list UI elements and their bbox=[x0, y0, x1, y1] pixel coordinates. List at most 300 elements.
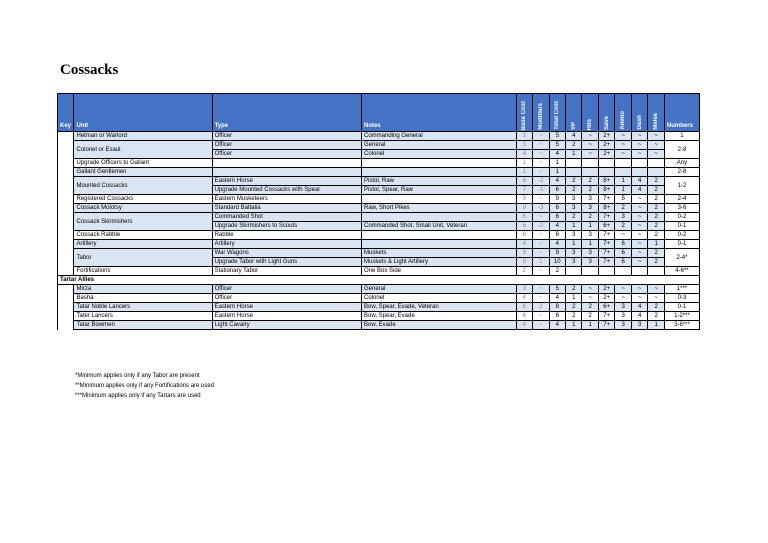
type-cell: Rabble bbox=[212, 231, 361, 240]
total-cell: 4 bbox=[549, 240, 565, 249]
total-cell: 6 bbox=[549, 231, 565, 240]
mod-cell: ~ bbox=[533, 159, 549, 168]
ammo-cell: ~ bbox=[615, 294, 631, 303]
dash-cell: ~ bbox=[631, 222, 647, 231]
type-cell: Eastern Horse bbox=[212, 312, 361, 321]
save-cell: 6+ bbox=[598, 303, 614, 312]
hits-cell: ~ bbox=[582, 150, 598, 159]
total-cell: 5 bbox=[549, 285, 565, 294]
table-row bbox=[58, 249, 700, 258]
total-cell: 10 bbox=[549, 258, 565, 267]
footnote: *Minimum applies only if any Tabor are present bbox=[75, 373, 200, 379]
save-cell: 7+ bbox=[598, 231, 614, 240]
numbers-cell: 1*** bbox=[664, 285, 699, 294]
key-cell bbox=[58, 321, 74, 330]
dash-cell: ~ bbox=[631, 132, 647, 141]
table-row bbox=[58, 231, 700, 240]
dash-cell: 3 bbox=[631, 321, 647, 330]
numbers-cell: 2-8 bbox=[664, 168, 699, 177]
total-cell: 4 bbox=[549, 321, 565, 330]
unit-cell: Artillery bbox=[74, 240, 212, 249]
ammo-cell: 3 bbox=[615, 321, 631, 330]
mod-cell: ~ bbox=[533, 150, 549, 159]
col-numbers: Numbers bbox=[664, 94, 699, 132]
vp-cell: 3 bbox=[566, 195, 582, 204]
mod-cell: ~ bbox=[533, 249, 549, 258]
melee-cell: 2 bbox=[648, 177, 664, 186]
type-cell: Officer bbox=[212, 132, 361, 141]
mod-cell: 2 bbox=[533, 303, 549, 312]
type-cell: Artillery bbox=[212, 240, 361, 249]
melee-cell bbox=[648, 159, 664, 168]
dash-cell: 4 bbox=[631, 186, 647, 195]
melee-cell: 2 bbox=[648, 249, 664, 258]
dash-cell bbox=[631, 159, 647, 168]
footnotes bbox=[75, 371, 214, 401]
save-cell: 8+ bbox=[598, 186, 614, 195]
unit-cell: Upgrade Officers to Gallant bbox=[74, 159, 212, 168]
unit-cell: Cossack Molotsy bbox=[74, 204, 212, 213]
total-cell: 6 bbox=[549, 204, 565, 213]
col-unit: Unit bbox=[74, 94, 212, 132]
dash-cell: ~ bbox=[631, 294, 647, 303]
base-cell: 1 bbox=[516, 159, 532, 168]
mod-cell: ~ bbox=[533, 195, 549, 204]
unit-cell: Registered Cossacks bbox=[74, 195, 212, 204]
hits-cell bbox=[582, 267, 598, 276]
dash-cell: ~ bbox=[631, 213, 647, 222]
notes-cell bbox=[361, 213, 516, 222]
total-cell: 4 bbox=[549, 150, 565, 159]
base-cell: 6 bbox=[516, 231, 532, 240]
base-cell: 4 bbox=[516, 321, 532, 330]
col-key: Key bbox=[58, 94, 74, 132]
notes-cell: Commanded Shot, Small Unit, Veteran bbox=[361, 222, 516, 231]
melee-cell: ~ bbox=[648, 150, 664, 159]
key-cell bbox=[58, 294, 74, 303]
total-cell: 9 bbox=[549, 249, 565, 258]
save-cell: 8+ bbox=[598, 177, 614, 186]
melee-cell: ~ bbox=[648, 141, 664, 150]
save-cell: 7+ bbox=[598, 258, 614, 267]
dash-cell: ~ bbox=[631, 204, 647, 213]
mod-cell: ~ bbox=[533, 321, 549, 330]
unit-cell: Gallant Gentlemen bbox=[74, 168, 212, 177]
vp-cell: 1 bbox=[566, 321, 582, 330]
notes-cell bbox=[361, 195, 516, 204]
numbers-cell: 0-1 bbox=[664, 240, 699, 249]
total-cell: 6 bbox=[549, 186, 565, 195]
melee-cell: ~ bbox=[648, 294, 664, 303]
ammo-cell: 5 bbox=[615, 195, 631, 204]
dash-cell: ~ bbox=[631, 249, 647, 258]
type-cell bbox=[212, 159, 361, 168]
col-hits: Hits bbox=[587, 118, 594, 130]
melee-cell: 2 bbox=[648, 204, 664, 213]
ammo-cell: ~ bbox=[615, 285, 631, 294]
total-cell: 6 bbox=[549, 312, 565, 321]
unit-cell: Tater Lancers bbox=[74, 312, 212, 321]
type-cell: War Wagons bbox=[212, 249, 361, 258]
type-cell: Upgrade Mounted Cossacks with Spear bbox=[212, 186, 361, 195]
notes-cell bbox=[361, 240, 516, 249]
type-cell: Stationary Tabor bbox=[212, 267, 361, 276]
hits-cell: 2 bbox=[582, 177, 598, 186]
base-cell: 9 bbox=[516, 249, 532, 258]
numbers-cell: 1 bbox=[664, 132, 699, 141]
ammo-cell bbox=[615, 267, 631, 276]
melee-cell bbox=[648, 168, 664, 177]
melee-cell: ~ bbox=[648, 285, 664, 294]
vp-cell: 2 bbox=[566, 303, 582, 312]
melee-cell: 1 bbox=[648, 321, 664, 330]
base-cell: 2 bbox=[516, 267, 532, 276]
vp-cell bbox=[566, 267, 582, 276]
ammo-cell: ~ bbox=[615, 231, 631, 240]
dash-cell: ~ bbox=[631, 150, 647, 159]
base-cell: 4 bbox=[516, 150, 532, 159]
melee-cell: 2 bbox=[648, 258, 664, 267]
dash-cell: 4 bbox=[631, 303, 647, 312]
type-cell: Upgrade Skirmishers to Scouts bbox=[212, 222, 361, 231]
numbers-cell: 0-2 bbox=[664, 213, 699, 222]
numbers-cell: Any bbox=[664, 159, 699, 168]
vp-cell: 1 bbox=[566, 294, 582, 303]
table-row bbox=[58, 141, 700, 150]
table-row bbox=[58, 132, 700, 141]
ammo-cell: 1 bbox=[615, 177, 631, 186]
ammo-cell: 6 bbox=[615, 258, 631, 267]
numbers-cell: 2-4* bbox=[664, 249, 699, 267]
mod-cell: -3 bbox=[533, 204, 549, 213]
ammo-cell: 3 bbox=[615, 213, 631, 222]
mod-cell: -2 bbox=[533, 177, 549, 186]
notes-cell: Colonel bbox=[361, 294, 516, 303]
base-cell: 3 bbox=[516, 132, 532, 141]
mod-cell: ~ bbox=[533, 213, 549, 222]
ammo-cell: 3 bbox=[615, 312, 631, 321]
col-notes: Notes bbox=[361, 94, 516, 132]
vp-cell: 2 bbox=[566, 312, 582, 321]
notes-cell: Bow, Evade bbox=[361, 321, 516, 330]
save-cell bbox=[598, 168, 614, 177]
hits-cell: ~ bbox=[582, 132, 598, 141]
melee-cell bbox=[648, 267, 664, 276]
vp-cell: 2 bbox=[566, 285, 582, 294]
dash-cell: ~ bbox=[631, 231, 647, 240]
table-row bbox=[58, 213, 700, 222]
base-cell: 3 bbox=[516, 141, 532, 150]
numbers-cell: 0-3 bbox=[664, 294, 699, 303]
save-cell: 2+ bbox=[598, 141, 614, 150]
total-cell: 5 bbox=[549, 132, 565, 141]
total-cell: 4 bbox=[549, 177, 565, 186]
vp-cell: 2 bbox=[566, 213, 582, 222]
table-row bbox=[58, 195, 700, 204]
save-cell: 2+ bbox=[598, 132, 614, 141]
section-row bbox=[58, 276, 700, 285]
table-header-row bbox=[58, 94, 700, 132]
type-cell: Officer bbox=[212, 150, 361, 159]
ammo-cell: 1 bbox=[615, 186, 631, 195]
vp-cell bbox=[566, 168, 582, 177]
save-cell: 7+ bbox=[598, 312, 614, 321]
notes-cell: Raw, Short Pikes bbox=[361, 204, 516, 213]
total-cell: 6 bbox=[549, 213, 565, 222]
type-cell: Officer bbox=[212, 285, 361, 294]
notes-cell: General bbox=[361, 285, 516, 294]
melee-cell: 1 bbox=[648, 240, 664, 249]
type-cell: Eastern Musketeers bbox=[212, 195, 361, 204]
hits-cell: 3 bbox=[582, 249, 598, 258]
unit-cell: Colonel or Esaul bbox=[74, 141, 212, 159]
hits-cell bbox=[582, 159, 598, 168]
hits-cell: 2 bbox=[582, 312, 598, 321]
numbers-cell: 3-6 bbox=[664, 204, 699, 213]
col-dash: Dash bbox=[636, 115, 643, 130]
unit-cell: Tatar Bowmen bbox=[74, 321, 212, 330]
save-cell: 6+ bbox=[598, 222, 614, 231]
type-cell: Standard Battalia bbox=[212, 204, 361, 213]
total-cell: 5 bbox=[549, 141, 565, 150]
save-cell: 7+ bbox=[598, 213, 614, 222]
melee-cell: 2 bbox=[648, 213, 664, 222]
melee-cell: 2 bbox=[648, 303, 664, 312]
key-cell bbox=[58, 312, 74, 321]
footnote: **Minimum applies only if any Fortifications are used bbox=[75, 383, 215, 389]
notes-cell: Bow, Spear, Evade, Veteran bbox=[361, 303, 516, 312]
save-cell: 7+ bbox=[598, 195, 614, 204]
hits-cell: ~ bbox=[582, 285, 598, 294]
mod-cell: ~ bbox=[533, 267, 549, 276]
melee-cell: 2 bbox=[648, 195, 664, 204]
vp-cell: 3 bbox=[566, 249, 582, 258]
table-row bbox=[58, 204, 700, 213]
vp-cell: 3 bbox=[566, 231, 582, 240]
unit-cell: Mounted Cossacks bbox=[74, 177, 212, 195]
dash-cell: ~ bbox=[631, 195, 647, 204]
hits-cell: 2 bbox=[582, 186, 598, 195]
table-row bbox=[58, 168, 700, 177]
col-total-cost: Total Cost bbox=[554, 101, 561, 130]
vp-cell: 2 bbox=[566, 177, 582, 186]
dash-cell: ~ bbox=[631, 240, 647, 249]
col-modifiers: Modifiers bbox=[537, 103, 544, 130]
key-cell bbox=[58, 132, 74, 276]
total-cell: 1 bbox=[549, 168, 565, 177]
notes-cell: Muskets & Light Artillery bbox=[361, 258, 516, 267]
unit-cell: Mirza bbox=[74, 285, 212, 294]
page-title: Cossacks bbox=[60, 62, 119, 78]
section-title: Tartar Allies bbox=[58, 276, 700, 285]
dash-cell bbox=[631, 267, 647, 276]
unit-cell: Cossack Rabble bbox=[74, 231, 212, 240]
vp-cell bbox=[566, 159, 582, 168]
numbers-cell: 1-2 bbox=[664, 177, 699, 195]
base-cell: 4 bbox=[516, 240, 532, 249]
hits-cell: 3 bbox=[582, 258, 598, 267]
notes-cell: Pistol, Spear, Raw bbox=[361, 186, 516, 195]
notes-cell: One Box Side bbox=[361, 267, 516, 276]
type-cell: Upgrade Tabor with Light Guns bbox=[212, 258, 361, 267]
col-type: Type bbox=[212, 94, 361, 132]
unit-cell: Tatar Noble Lancers bbox=[74, 303, 212, 312]
save-cell: 7+ bbox=[598, 321, 614, 330]
save-cell: 2+ bbox=[598, 150, 614, 159]
mod-cell: ~ bbox=[533, 168, 549, 177]
notes-cell: Pistol, Raw bbox=[361, 177, 516, 186]
vp-cell: 3 bbox=[566, 258, 582, 267]
dash-cell bbox=[631, 168, 647, 177]
mod-cell: ~ bbox=[533, 312, 549, 321]
type-cell: Commanded Shot bbox=[212, 213, 361, 222]
save-cell: 7+ bbox=[598, 240, 614, 249]
hits-cell: ~ bbox=[582, 141, 598, 150]
table-row bbox=[58, 177, 700, 186]
vp-cell: 4 bbox=[566, 132, 582, 141]
numbers-cell: 4-6** bbox=[664, 267, 699, 276]
save-cell: 7+ bbox=[598, 249, 614, 258]
melee-cell: 2 bbox=[648, 186, 664, 195]
ammo-cell: ~ bbox=[615, 150, 631, 159]
ammo-cell bbox=[615, 159, 631, 168]
notes-cell: General bbox=[361, 141, 516, 150]
numbers-cell: 0-2 bbox=[664, 231, 699, 240]
ammo-cell: 2 bbox=[615, 204, 631, 213]
notes-cell: Commanding General bbox=[361, 132, 516, 141]
notes-cell bbox=[361, 159, 516, 168]
base-cell: 6 bbox=[516, 177, 532, 186]
save-cell bbox=[598, 267, 614, 276]
total-cell: 1 bbox=[549, 159, 565, 168]
col-ammo: Ammo bbox=[620, 111, 627, 130]
army-list-table bbox=[57, 93, 700, 330]
type-cell: Eastern Horse bbox=[212, 177, 361, 186]
table-row bbox=[58, 159, 700, 168]
total-cell: 4 bbox=[549, 222, 565, 231]
unit-cell: Basha bbox=[74, 294, 212, 303]
mod-cell: 1 bbox=[533, 258, 549, 267]
total-cell: 2 bbox=[549, 267, 565, 276]
numbers-cell: 3-6*** bbox=[664, 321, 699, 330]
base-cell: 6 bbox=[516, 303, 532, 312]
table-row bbox=[58, 285, 700, 294]
hits-cell bbox=[582, 168, 598, 177]
save-cell: 2+ bbox=[598, 294, 614, 303]
hits-cell: 1 bbox=[582, 240, 598, 249]
table-row bbox=[58, 303, 700, 312]
numbers-cell: 2-4 bbox=[664, 195, 699, 204]
type-cell: Officer bbox=[212, 141, 361, 150]
notes-cell bbox=[361, 168, 516, 177]
dash-cell: 4 bbox=[631, 177, 647, 186]
vp-cell: 3 bbox=[566, 204, 582, 213]
hits-cell: 3 bbox=[582, 204, 598, 213]
table-row bbox=[58, 294, 700, 303]
ammo-cell bbox=[615, 168, 631, 177]
vp-cell: 2 bbox=[566, 141, 582, 150]
key-cell bbox=[58, 303, 74, 312]
base-cell: 1 bbox=[516, 168, 532, 177]
notes-cell: Bow, Spear, Evade bbox=[361, 312, 516, 321]
total-cell: 8 bbox=[549, 303, 565, 312]
numbers-cell: 1-2*** bbox=[664, 312, 699, 321]
type-cell: Eastern Horse bbox=[212, 303, 361, 312]
base-cell: 6 bbox=[516, 312, 532, 321]
hits-cell: 3 bbox=[582, 231, 598, 240]
unit-cell: Tabor bbox=[74, 249, 212, 267]
type-cell: Light Cavalry bbox=[212, 321, 361, 330]
vp-cell: 1 bbox=[566, 150, 582, 159]
mod-cell: ~ bbox=[533, 231, 549, 240]
table-row bbox=[58, 321, 700, 330]
total-cell: 4 bbox=[549, 294, 565, 303]
col-melee: Melee bbox=[653, 113, 660, 130]
unit-cell: Hetman or Warlord bbox=[74, 132, 212, 141]
dash-cell: ~ bbox=[631, 141, 647, 150]
melee-cell: ~ bbox=[648, 132, 664, 141]
hits-cell: 1 bbox=[582, 321, 598, 330]
ammo-cell: 6 bbox=[615, 249, 631, 258]
base-cell: 9 bbox=[516, 204, 532, 213]
table-row bbox=[58, 240, 700, 249]
footnote: ***Minimum applies only if any Tartars are used bbox=[75, 393, 201, 399]
hits-cell: 3 bbox=[582, 195, 598, 204]
melee-cell: 2 bbox=[648, 231, 664, 240]
base-cell: 7 bbox=[516, 186, 532, 195]
save-cell bbox=[598, 159, 614, 168]
mod-cell: ~ bbox=[533, 240, 549, 249]
ammo-cell: ~ bbox=[615, 132, 631, 141]
save-cell: 2+ bbox=[598, 285, 614, 294]
ammo-cell: 6 bbox=[615, 240, 631, 249]
notes-cell bbox=[361, 231, 516, 240]
numbers-cell: 0-1 bbox=[664, 222, 699, 231]
ammo-cell: 2 bbox=[615, 222, 631, 231]
save-cell: 8+ bbox=[598, 204, 614, 213]
col-save: Save bbox=[603, 115, 610, 130]
vp-cell: 1 bbox=[566, 222, 582, 231]
hits-cell: 2 bbox=[582, 303, 598, 312]
type-cell: Officer bbox=[212, 294, 361, 303]
mod-cell: ~ bbox=[533, 141, 549, 150]
numbers-cell: 2-8 bbox=[664, 141, 699, 159]
mod-cell: ~ bbox=[533, 285, 549, 294]
vp-cell: 1 bbox=[566, 240, 582, 249]
hits-cell: 2 bbox=[582, 213, 598, 222]
vp-cell: 2 bbox=[566, 186, 582, 195]
hits-cell: ~ bbox=[582, 294, 598, 303]
base-cell: 9 bbox=[516, 258, 532, 267]
total-cell: 9 bbox=[549, 195, 565, 204]
col-vp: VP bbox=[570, 121, 577, 130]
col-base-cost: Base Cost bbox=[521, 100, 528, 130]
key-cell bbox=[58, 285, 74, 294]
unit-cell: Fortifications bbox=[74, 267, 212, 276]
notes-cell: Colonel bbox=[361, 150, 516, 159]
mod-cell: ~ bbox=[533, 294, 549, 303]
hits-cell: 1 bbox=[582, 222, 598, 231]
ammo-cell: ~ bbox=[615, 141, 631, 150]
base-cell: 3 bbox=[516, 285, 532, 294]
melee-cell: 2 bbox=[648, 312, 664, 321]
table-row bbox=[58, 312, 700, 321]
dash-cell: ~ bbox=[631, 285, 647, 294]
table-row bbox=[58, 267, 700, 276]
unit-cell: Cossack Skirmishers bbox=[74, 213, 212, 231]
base-cell: 9 bbox=[516, 195, 532, 204]
mod-cell: -1 bbox=[533, 186, 549, 195]
